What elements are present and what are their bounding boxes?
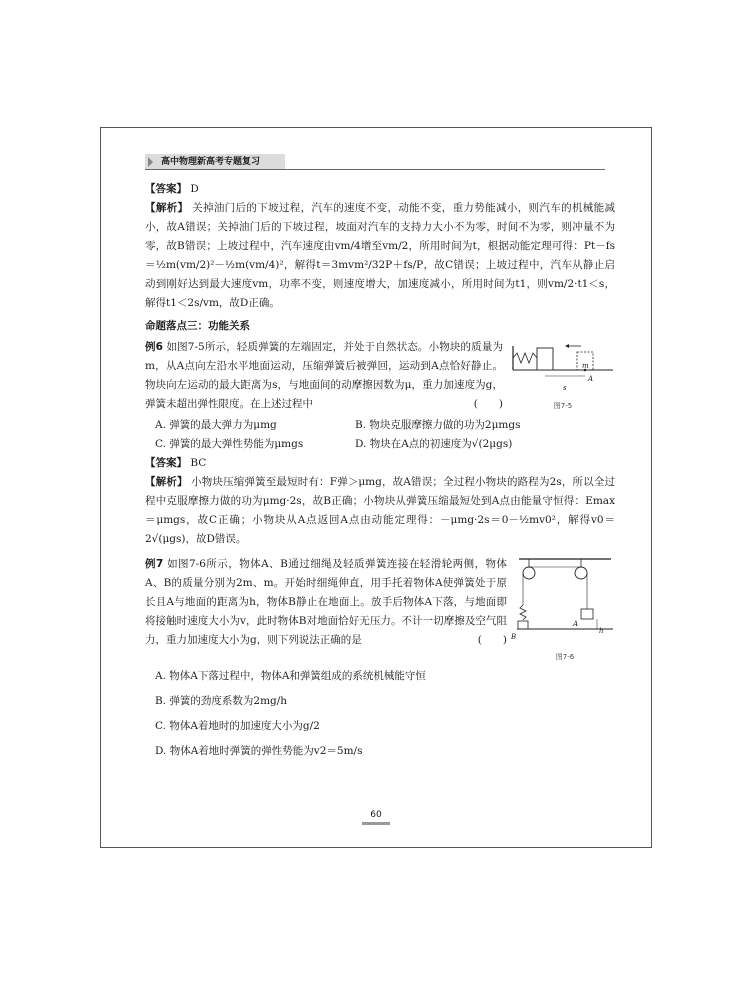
answer-2-value: BC	[190, 457, 207, 469]
example-7-option-d: D. 物体A着地时弹簧的弹性势能为v2＝5m/s	[155, 745, 363, 757]
example-7-option-c: C. 物体A着地时的加速度大小为g/2	[155, 720, 320, 732]
example-7-option-a: A. 物体A下落过程中，物体A和弹簧组成的系统机械能守恒	[155, 670, 426, 682]
example-7-option-b: B. 弹簧的劲度系数为2mg/h	[155, 695, 288, 707]
answer-1-label: 【答案】	[145, 183, 187, 195]
example-7-label: 例7	[145, 558, 164, 570]
page-header	[145, 154, 605, 170]
figure-7-6-h-label: h	[599, 627, 604, 635]
example-7	[145, 555, 615, 761]
answer-1-value: D	[190, 183, 199, 195]
example-6-option-a: A. 弹簧的最大弹力为μmg	[155, 419, 277, 431]
example-7-text: 如图7-6所示，物体A、B通过细绳及轻质弹簧连接在轻滑轮两侧，物体A、B的质量分别为2m、m。开始时细绳伸直，用手托着物体A使弹簧处于原长且A与地面的距离为h，物体B静止在地面上。放手后物体A下落，与地面即将接触时速度大小为v，此时物体B对地面恰好无压力。不计一切摩擦及空气阻力，重力加速度大小为g，则下列说法正确的是	[145, 558, 507, 646]
analysis-1-label: 【解析】	[145, 202, 189, 214]
header-title: 高中物理新高考专题复习	[145, 154, 285, 170]
analysis-2-label: 【解析】	[145, 476, 188, 488]
example-7-paren: ( )	[477, 634, 507, 646]
answer-2-label: 【答案】	[145, 457, 187, 469]
example-6-options	[145, 416, 615, 454]
example-6-option-b: B. 物块克服摩擦力做的功为2μmgs	[355, 419, 521, 431]
page-number-bar	[362, 822, 390, 825]
page-number	[101, 810, 651, 825]
figure-7-5	[511, 340, 615, 416]
example-6	[145, 338, 615, 454]
answer-1	[145, 180, 615, 199]
figure-7-5-s-label: s	[563, 384, 567, 392]
figure-7-5-m-label: m	[582, 362, 589, 370]
example-6-option-c: C. 弹簧的最大弹性势能为μmgs	[155, 438, 304, 450]
analysis-2	[145, 473, 615, 549]
example-6-paren: ( )	[473, 398, 503, 410]
analysis-2-text: 小物块压缩弹簧至最短时有：F弹＞μmg，故A错误；全过程小物块的路程为2s，所以全过程中克服摩擦力做的功为μmg·2s，故B正确；小物块从弹簧压缩最短处到A点由能量守恒得：Emax＝μmgs，故C正确；小物块从A点返回A点由动能定理得：－μmg·2s＝0－½mv0²，解得v0＝2√(μgs)，故D错误。	[145, 476, 615, 545]
analysis-1	[145, 199, 615, 313]
answer-2	[145, 454, 615, 473]
header-rule	[145, 169, 605, 170]
figure-7-6-caption: 图7-6	[555, 653, 575, 661]
figure-7-6-a-label: A	[573, 620, 579, 628]
figure-7-6	[511, 555, 615, 667]
figure-7-6-b-label: B	[511, 633, 517, 641]
section-title: 命题落点三：功能关系	[145, 320, 250, 332]
example-6-label: 例6	[145, 341, 163, 353]
analysis-1-text: 关掉油门后的下坡过程，汽车的速度不变，动能不变，重力势能减小，则汽车的机械能减小，故A错误；关掉油门后的下坡过程，坡面对汽车的支持力大小不为零，时间不为零，则冲量不为零，故B错误；上坡过程中，汽车速度由vm/4增至vm/2，所用时间为t，根据动能定理可得：Pt－fs＝½m(vm/2)²－½m(vm/4)²，解得t＝3mvm²/32P＋fs/P，故C错误；上坡过程中，汽车从静止启动到刚好达到最大速度vm，功率不变，则速度增大，加速度减小，所用时间为t1，则vm/2·t1＜s，解得t1＜2s/vm，故D正确。	[145, 202, 616, 309]
page-number-text: 60	[370, 810, 382, 820]
page-body	[145, 180, 615, 761]
figure-7-5-a-label: A	[588, 375, 594, 383]
page	[100, 127, 652, 848]
example-6-text: 如图7-5所示，轻质弹簧的左端固定，并处于自然状态。小物块的质量为m，从A点向左沿水平地面运动，压缩弹簧后被弹回，运动到A点恰好静止。物块向左运动的最大距离为s，与地面间的动摩擦因数为μ，重力加速度为g，弹簧未超出弹性限度。在上述过程中	[145, 341, 503, 410]
example-7-options	[145, 667, 615, 761]
example-6-option-d: D. 物块在A点的初速度为√(2μgs)	[355, 438, 513, 450]
figure-7-5-caption: 图7-5	[553, 402, 573, 410]
